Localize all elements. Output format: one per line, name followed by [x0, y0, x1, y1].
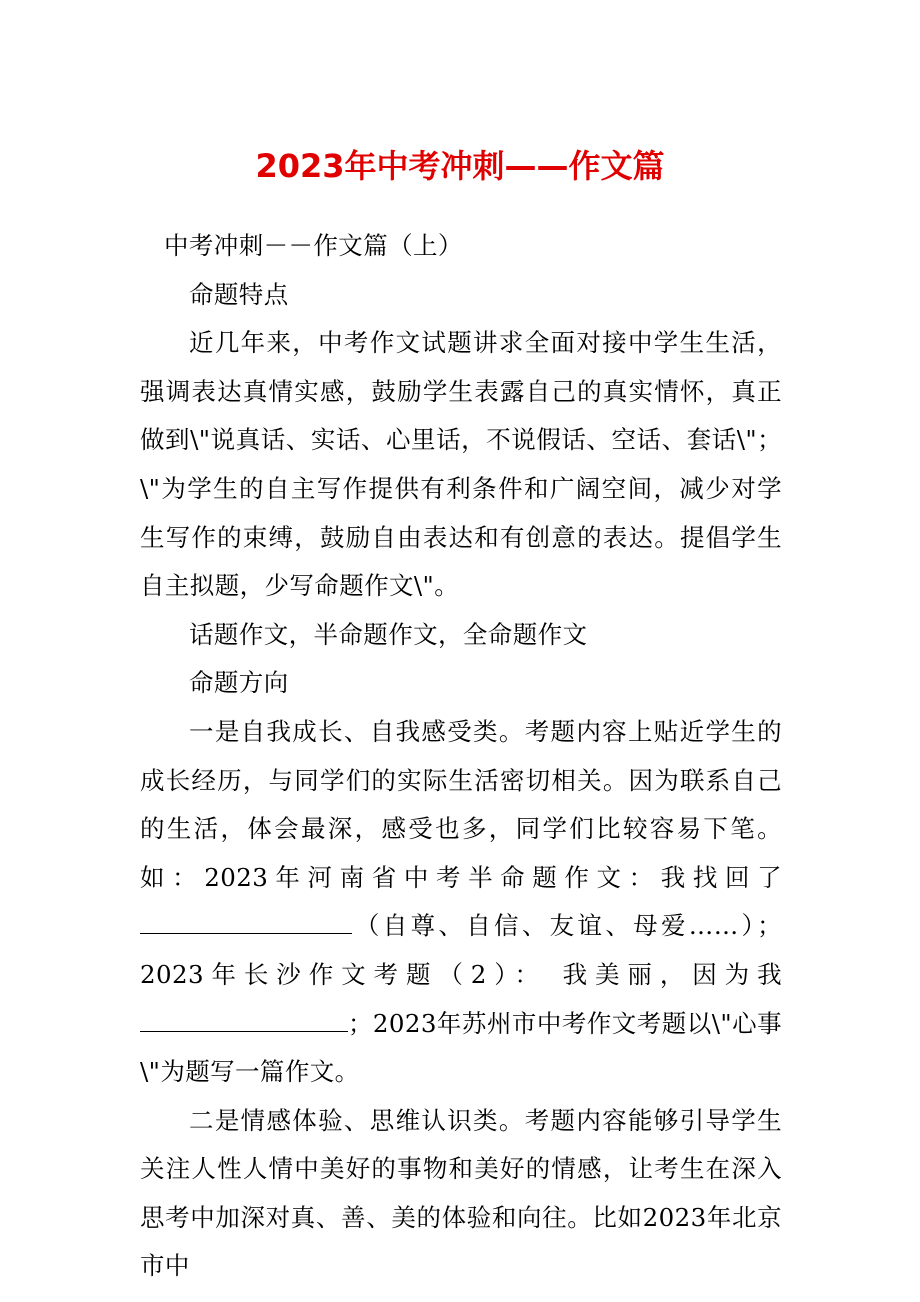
heading-direction: 命题方向 [189, 668, 289, 698]
document-body [140, 222, 782, 1291]
essay-types-line: 话题作文，半命题作文，全命题作文 [189, 619, 588, 649]
document-subtitle: 中考冲刺－－作文篇（上） [164, 231, 463, 260]
fill-in-blank-line [140, 909, 352, 935]
paragraph-direction-1 [140, 708, 782, 1097]
heading-features: 命题特点 [189, 279, 289, 309]
paragraph-direction-1-part-b: （自尊、自信、友谊、母爱……）；2023年长沙作文考题（2）： 我美丽，因为我 [140, 911, 782, 989]
paragraph-direction-2: 二是情感体验、思维认识类。考题内容能够引导学生关注人性人情中美好的事物和美好的情感，让考生在深入思考中加深对真、善、美的体验和向往。比如2023年北京市中 [140, 1105, 782, 1281]
document-title: 2023年中考冲刺——作文篇 [255, 147, 665, 185]
paragraph-direction-1-part-a: 一是自我成长、自我感受类。考题内容上贴近学生的成长经历，与同学们的实际生活密切相关。因为联系自己的生活，体会最深，感受也多，同学们比较容易下笔。如：2023年河南省中考半命题作文：我找回了 [140, 716, 782, 892]
fill-in-blank-line [140, 1006, 348, 1032]
paragraph-features: 近几年来，中考作文试题讲求全面对接中学生生活，强调表达真情实感，鼓励学生表露自己的真实情怀，真正做到\"说真话、实话、心里话，不说假话、空话、套话\"；\"为学生的自主写作提供有利条件和广阔空间，减少对学生写作的束缚，鼓励自由表达和有创意的表达。提倡学生自主拟题，少写命题作文\"。 [140, 328, 782, 601]
paragraph-direction-1-part-c: ；2023年苏州市中考作文考题以\"心事\"为题写一篇作文。 [140, 1008, 782, 1087]
